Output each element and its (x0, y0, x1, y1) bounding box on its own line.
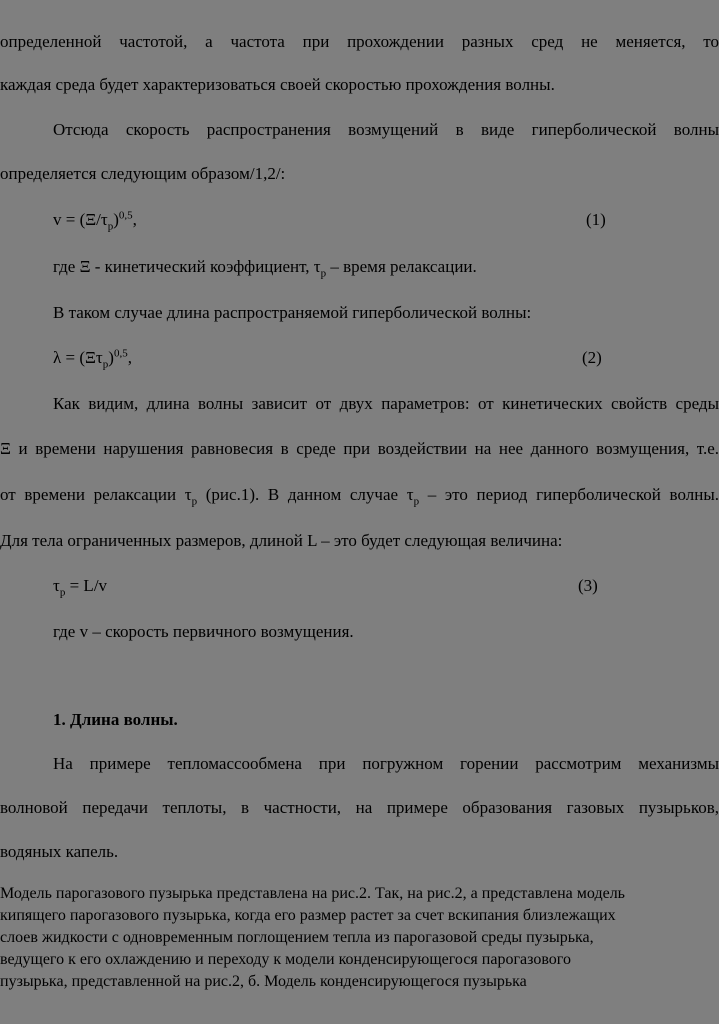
eq3-sub: р (59, 586, 66, 599)
eq2-lhs: λ = (Ξτ (53, 348, 103, 367)
eq1-tail: , (132, 210, 137, 229)
where1-suffix: – время релаксации. (326, 257, 477, 276)
where1-prefix: где Ξ - кинетический коэффициент, τ (53, 257, 321, 276)
para6-line5: пузырька, представленной на рис.2, б. Модель конденсирующегося пузырька (0, 973, 527, 990)
eq2-close: ) (108, 348, 114, 367)
para5-line3: водяных капель. (0, 842, 119, 861)
para6-line3: слоев жидкости с одновременным поглощением тепла из парогазовой среды пузырька, (0, 929, 594, 946)
para6-line2: кипящего парогазового пузырька, когда его размер растет за счет вскипания близлежащих (0, 907, 616, 924)
eq1-sub: р (107, 220, 114, 233)
para4-line1: Как видим, длина волны зависит от двух параметров: от кинетических свойств среды (53, 394, 719, 413)
para4-line3-b: (рис.1). В данном случае τ (197, 485, 414, 504)
equation-3 (53, 574, 107, 598)
para1-line2: каждая среда будет характеризоваться своей скоростью прохождения волны. (0, 75, 555, 94)
equation-2-number: (2) (582, 348, 602, 367)
section-heading: 1. Длина волны. (53, 710, 178, 729)
para3-line1: В таком случае длина распространяемой гиперболической волны: (53, 303, 532, 322)
para4-line2: Ξ и времени нарушения равновесия в среде при воздействии на нее данного возмущения, т.е. (0, 439, 719, 458)
eq2-sub: р (102, 358, 109, 371)
where1-line (53, 255, 477, 279)
eq2-tail: , (127, 348, 132, 367)
para2-line2: определяется следующим образом/1,2/: (0, 164, 286, 183)
para5-line2: волновой передачи теплоты, в частности, на примере образования газовых пузырьков, (0, 798, 719, 817)
para2-line1: Отсюда скорость распространения возмущений в виде гиперболической волны (53, 120, 719, 139)
eq1-sup: 0,5 (118, 209, 133, 222)
eq1-lhs: v = (Ξ/τ (53, 210, 108, 229)
where3-line: где v – скорость первичного возмущения. (53, 622, 354, 641)
para6-line1: Модель парогазового пузырька представлена на рис.2. Так, на рис.2, а представлена модель (0, 885, 625, 902)
para1-line1: определенной частотой, а частота при прохождении разных сред не меняется, то (0, 32, 719, 51)
para4-line3-a: от времени релаксации τ (0, 485, 192, 504)
where1-sub: р (320, 267, 327, 280)
para6-line4: ведущего к его охлаждению и переходу к модели конденсирующегося парогазового (0, 951, 571, 968)
para4-line3-sub1: р (191, 495, 198, 508)
eq3-rhs: = L/v (65, 576, 108, 595)
eq1-close: ) (113, 210, 119, 229)
eq2-sup: 0,5 (113, 347, 128, 360)
equation-2 (53, 346, 132, 370)
para4-line3 (0, 483, 719, 507)
eq3-lhs: τ (53, 576, 60, 595)
para5-line1: На примере тепломассообмена при погружном горении рассмотрим механизмы (53, 754, 719, 773)
equation-1-number: (1) (586, 210, 606, 229)
equation-3-number: (3) (578, 576, 598, 595)
para4-line3-c: – это период гиперболической волны. (419, 485, 719, 504)
para4-line3-sub2: р (413, 495, 420, 508)
para4-line4: Для тела ограниченных размеров, длиной L – это будет следующая величина: (0, 531, 563, 550)
equation-1 (53, 208, 137, 232)
